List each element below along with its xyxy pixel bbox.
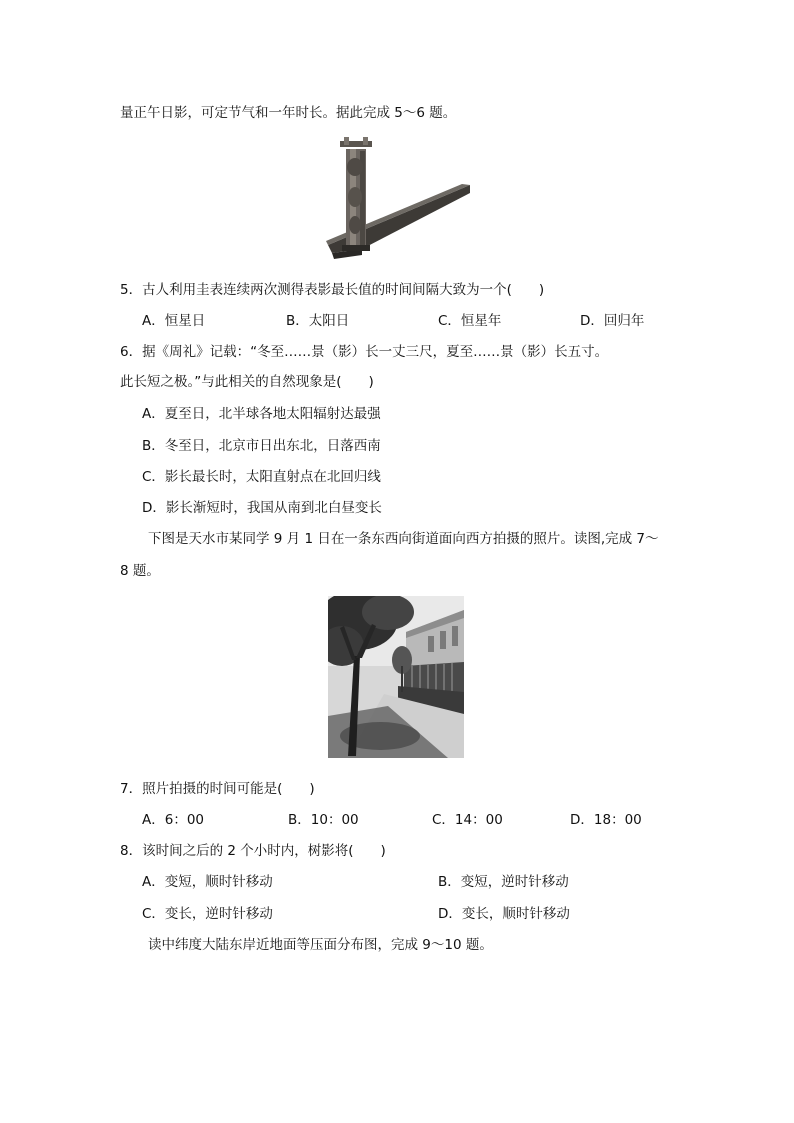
guibiao-sundial-photo xyxy=(322,137,472,263)
question-6-stem-line1: 6．据《周礼》记载：“冬至……景（影）长一丈三尺，夏至……景（影）长五寸。 xyxy=(120,344,609,360)
question-6-stem-line2: 此长短之极。”与此相关的自然现象是( ) xyxy=(120,374,374,390)
question-8-option-a: A．变短，顺时针移动 xyxy=(142,874,273,890)
question-5-option-c: C．恒星年 xyxy=(438,313,502,329)
street-tree-shadow-photo xyxy=(328,596,464,758)
question-8-stem: 8．该时间之后的 2 个小时内，树影将( ) xyxy=(120,843,386,859)
question-5-option-d: D．回归年 xyxy=(580,313,645,329)
question-6-option-b: B．冬至日，北京市日出东北，日落西南 xyxy=(142,438,381,454)
question-8-option-c: C．变长，逆时针移动 xyxy=(142,906,273,922)
question-5-option-a: A．恒星日 xyxy=(142,313,206,329)
intro-9-10: 读中纬度大陆东岸近地面等压面分布图，完成 9～10 题。 xyxy=(148,937,493,953)
question-8-option-b: B．变短，逆时针移动 xyxy=(438,874,569,890)
question-7-option-c: C．14：00 xyxy=(432,812,503,828)
intro-text: 量正午日影，可定节气和一年时长。据此完成 5～6 题。 xyxy=(120,105,457,121)
question-7-stem: 7．照片拍摄的时间可能是( ) xyxy=(120,781,315,797)
question-5-stem: 5．古人利用圭表连续两次测得表影最长值的时间间隔大致为一个( ) xyxy=(120,282,545,298)
intro-7-8-line1: 下图是天水市某同学 9 月 1 日在一条东西向街道面向西方拍摄的照片。读图,完成 7～ xyxy=(148,531,659,547)
question-7-option-b: B．10：00 xyxy=(288,812,359,828)
question-6-option-a: A．夏至日，北半球各地太阳辐射达最强 xyxy=(142,406,381,422)
question-7-option-a: A．6：00 xyxy=(142,812,205,828)
question-7-option-d: D．18：00 xyxy=(570,812,642,828)
question-6-option-d: D．影长渐短时，我国从南到北白昼变长 xyxy=(142,500,382,516)
intro-7-8-line2: 8 题。 xyxy=(120,563,160,579)
question-6-option-c: C．影长最长时，太阳直射点在北回归线 xyxy=(142,469,381,485)
question-5-option-b: B．太阳日 xyxy=(286,313,350,329)
question-8-option-d: D．变长，顺时针移动 xyxy=(438,906,570,922)
